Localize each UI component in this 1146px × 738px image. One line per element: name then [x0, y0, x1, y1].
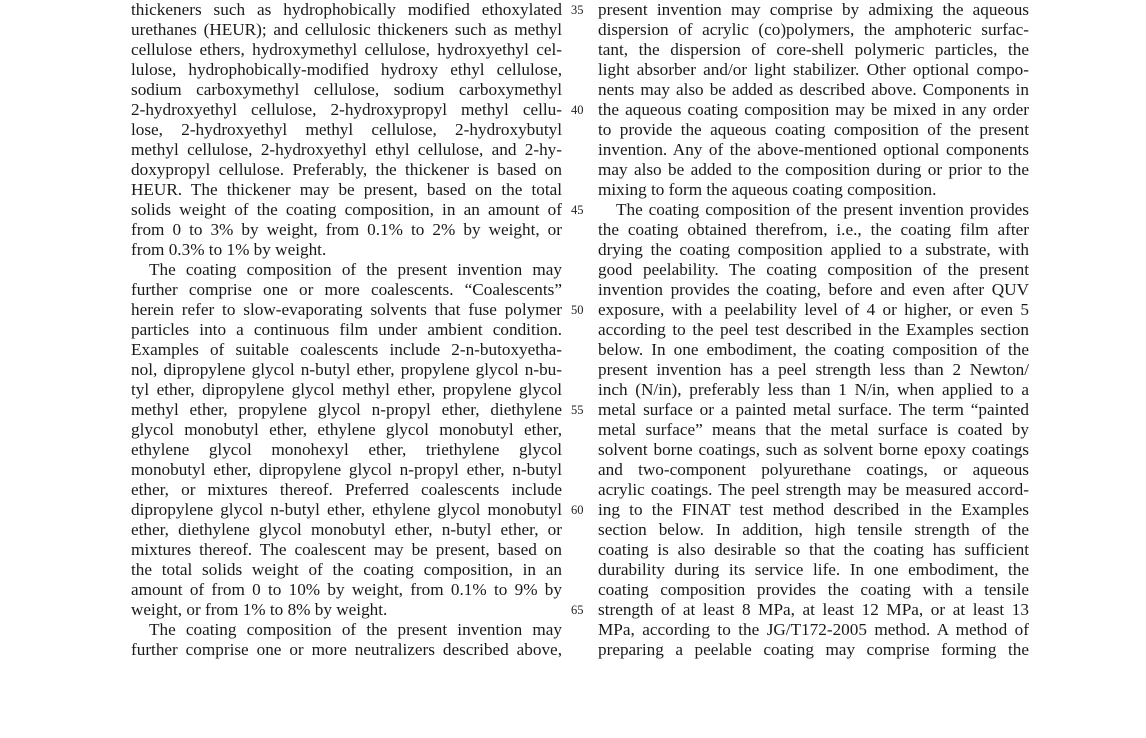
right-column-lines [598, 0, 1029, 660]
text-line: ing to the FINAT test method described in the Examples [598, 500, 1029, 519]
text-line: herein refer to slow-evaporating solvents that fuse polymer [131, 300, 562, 319]
text-line: methyl cellulose, 2-hydroxyethyl ethyl cellulose, and 2-hy- [131, 140, 562, 159]
text-line: and two-component polyurethane coatings, or aqueous [598, 460, 1029, 479]
text-line: 2-hydroxyethyl cellulose, 2-hydroxypropyl methyl cellu- [131, 100, 562, 119]
text-line: durability during its service life. In one embodiment, the [598, 560, 1029, 579]
text-line: The coating composition of the present invention may [149, 620, 562, 639]
text-line: from 0 to 3% by weight, from 0.1% to 2% by weight, or [131, 220, 562, 239]
text-line: metal surface” means that the metal surface is coated by [598, 420, 1029, 439]
text-line: MPa, according to the JG/T172-2005 method. A method of [598, 620, 1029, 639]
left-column-lines [131, 0, 562, 660]
text-line: dipropylene glycol n-butyl ether, ethylene glycol monobutyl [131, 500, 562, 519]
text-line: ether, diethylene glycol monobutyl ether, n-butyl ether, or [131, 520, 562, 539]
text-line: particles into a continuous film under ambient condition. [131, 320, 562, 339]
text-line: nol, dipropylene glycol n-butyl ether, propylene glycol n-bu- [131, 360, 562, 379]
text-line: HEUR. The thickener may be present, based on the total [131, 180, 562, 199]
text-line: the coating obtained therefrom, i.e., the coating film after [598, 220, 1029, 239]
text-line: The coating composition of the present invention may [149, 260, 562, 279]
text-line: lose, 2-hydroxyethyl methyl cellulose, 2-hydroxybutyl [131, 120, 562, 139]
text-line: tyl ether, dipropylene glycol methyl ether, propylene glycol [131, 380, 562, 399]
text-line: methyl ether, propylene glycol n-propyl ether, diethylene [131, 400, 562, 419]
text-line: light absorber and/or light stabilizer. Other optional compo- [598, 60, 1029, 79]
text-line: urethanes (HEUR); and cellulosic thickeners such as methyl [131, 20, 562, 39]
text-line: dispersion of acrylic (co)polymers, the amphoteric surfac- [598, 20, 1029, 39]
text-line: mixtures thereof. The coalescent may be present, based on [131, 540, 562, 559]
text-line: monobutyl ether, dipropylene glycol n-propyl ether, n-butyl [131, 460, 562, 479]
line-number: 55 [571, 403, 584, 417]
text-line: present invention may comprise by admixing the aqueous [598, 0, 1029, 19]
text-line: metal surface or a painted metal surface. The term “painted [598, 400, 1029, 419]
text-line: invention. Any of the above-mentioned optional components [598, 140, 1029, 159]
text-line: from 0.3% to 1% by weight. [131, 240, 327, 259]
text-line: below. In one embodiment, the coating composition of the [598, 340, 1029, 359]
text-line: ethylene glycol monohexyl ether, triethylene glycol [131, 440, 562, 459]
text-line: tant, the dispersion of core-shell polymeric particles, the [598, 40, 1029, 59]
line-number: 50 [571, 303, 584, 317]
text-line: amount of from 0 to 10% by weight, from 0.1% to 9% by [131, 580, 562, 599]
text-line: according to the peel test described in the Examples section [598, 320, 1029, 339]
text-line: the aqueous coating composition may be mixed in any order [598, 100, 1029, 119]
text-line: thickeners such as hydrophobically modified ethoxylated [131, 0, 562, 19]
text-line: lulose, hydrophobically-modified hydroxy ethyl cellulose, [131, 60, 562, 79]
text-line: good peelability. The coating composition of the present [598, 260, 1029, 279]
text-line: sodium carboxymethyl cellulose, sodium carboxymethyl [131, 80, 562, 99]
text-line: to provide the aqueous coating composition of the present [598, 120, 1029, 139]
text-line: mixing to form the aqueous coating composition. [598, 180, 937, 199]
text-line: acrylic coatings. The peel strength may be measured accord- [598, 480, 1029, 499]
text-line: strength of at least 8 MPa, at least 12 MPa, or at least 13 [598, 600, 1029, 619]
text-line: coating is also desirable so that the coating has sufficient [598, 540, 1029, 559]
text-line: The coating composition of the present invention provides [616, 200, 1029, 219]
text-line: weight, or from 1% to 8% by weight. [131, 600, 388, 619]
text-line: further comprise one or more neutralizers described above, [131, 640, 562, 659]
text-line: section below. In addition, high tensile strength of the [598, 520, 1029, 539]
text-line: invention provides the coating, before and even after QUV [598, 280, 1029, 299]
line-number: 40 [571, 103, 584, 117]
text-line: drying the coating composition applied to a substrate, with [598, 240, 1029, 259]
text-line: present invention has a peel strength less than 2 Newton/ [598, 360, 1029, 379]
right-text-column [598, 0, 1029, 660]
line-number: 35 [571, 3, 584, 17]
text-line: cellulose ethers, hydroxymethyl cellulose, hydroxyethyl cel- [131, 40, 562, 59]
text-line: ether, or mixtures thereof. Preferred coalescents include [131, 480, 562, 499]
text-line: solvent borne coatings, such as solvent borne epoxy coatings [598, 440, 1029, 459]
text-line: Examples of suitable coalescents include 2-n-butoxyetha- [131, 340, 562, 359]
left-text-column [131, 0, 562, 660]
text-line: coating composition provides the coating with a tensile [598, 580, 1029, 599]
line-number: 45 [571, 203, 584, 217]
line-number: 60 [571, 503, 584, 517]
text-line: exposure, with a peelability level of 4 or higher, or even 5 [598, 300, 1029, 319]
text-line: solids weight of the coating composition, in an amount of [131, 200, 562, 219]
text-line: the total solids weight of the coating composition, in an [131, 560, 562, 579]
text-line: preparing a peelable coating may comprise forming the [598, 640, 1029, 659]
text-line: may also be added to the composition during or prior to the [598, 160, 1029, 179]
text-line: inch (N/in), preferably less than 1 N/in, when applied to a [598, 380, 1029, 399]
text-line: doxypropyl cellulose. Preferably, the thickener is based on [131, 160, 562, 179]
line-number: 65 [571, 603, 584, 617]
text-line: further comprise one or more coalescents. “Coalescents” [131, 280, 562, 299]
text-line: nents may also be added as described above. Components in [598, 80, 1029, 99]
text-line: glycol monobutyl ether, ethylene glycol monobutyl ether, [131, 420, 562, 439]
